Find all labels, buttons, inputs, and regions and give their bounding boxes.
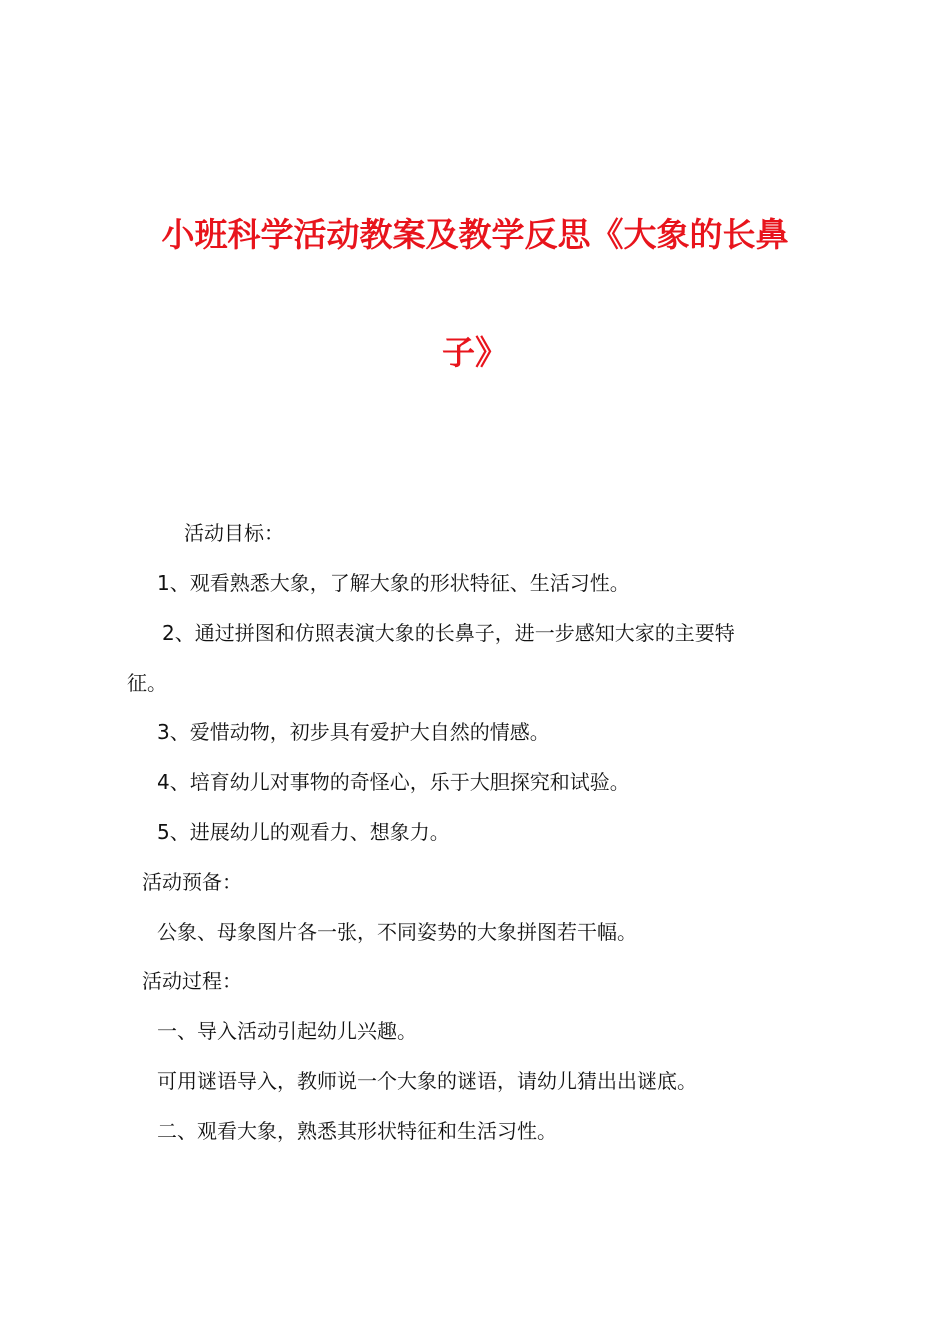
goal-item-4: 4、培育幼儿对事物的奇怪心，乐于大胆探究和试验。 — [157, 770, 630, 794]
process-step-1-text: 可用谜语导入，教师说一个大象的谜语，请幼儿猜出出谜底。 — [157, 1069, 697, 1093]
process-step-1: 一、导入活动引起幼儿兴趣。 — [157, 1019, 417, 1043]
prep-heading: 活动预备： — [142, 870, 242, 894]
goal-item-1: 1、观看熟悉大象，了解大象的形状特征、生活习性。 — [157, 571, 630, 595]
process-step-2: 二、观看大象，熟悉其形状特征和生活习性。 — [157, 1119, 557, 1143]
document-title-line-1: 小班科学活动教案及教学反思《大象的长鼻 — [161, 215, 789, 254]
goal-item-3: 3、爱惜动物，初步具有爱护大自然的情感。 — [157, 720, 550, 744]
process-heading: 活动过程： — [142, 969, 242, 993]
prep-text: 公象、母象图片各一张，不同姿势的大象拼图若干幅。 — [157, 920, 637, 944]
document-title-line-2: 子》 — [442, 333, 508, 372]
goal-item-5: 5、进展幼儿的观看力、想象力。 — [157, 820, 450, 844]
goal-item-2: 2、通过拼图和仿照表演大象的长鼻子，进一步感知大家的主要特 — [162, 621, 735, 645]
goal-item-2-continued: 征。 — [127, 671, 167, 695]
goals-heading: 活动目标： — [184, 521, 284, 545]
